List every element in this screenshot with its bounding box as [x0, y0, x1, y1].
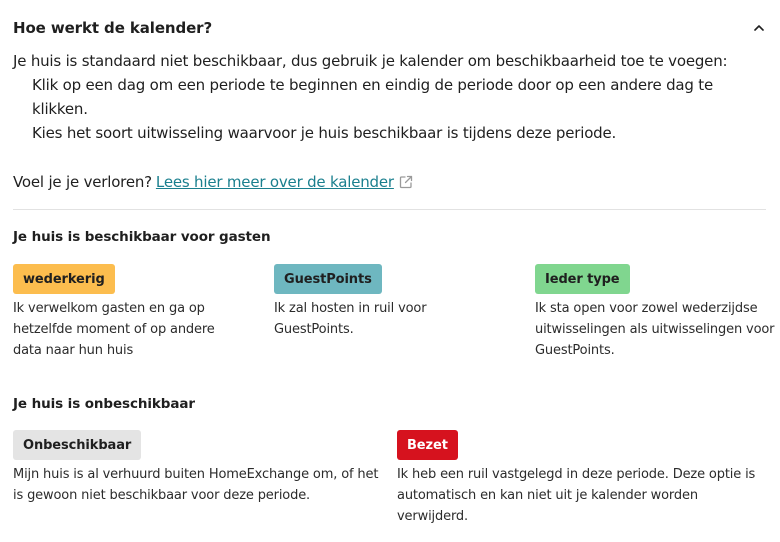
badge-bezet: Bezet [397, 430, 458, 460]
panel-title: Hoe werkt de kalender? [13, 19, 213, 37]
badge-ieder-type: Ieder type [535, 264, 630, 294]
badge-guestpoints: GuestPoints [274, 264, 382, 294]
desc-onbeschikbaar: Mijn huis is al verhuurd buiten HomeExchange om, of het is gewoon niet beschikbaar voor deze periode. [13, 467, 379, 503]
divider [13, 209, 766, 210]
badge-wederkerig: wederkerig [13, 264, 115, 294]
accordion-header[interactable] [13, 18, 766, 38]
available-section-title: Je huis is beschikbaar voor gasten [13, 229, 271, 245]
unavailable-section-title: Je huis is onbeschikbaar [13, 396, 195, 412]
calendar-info-link[interactable]: Lees hier meer over de kalender [155, 173, 394, 191]
chevron-up-icon[interactable] [752, 21, 766, 35]
badge-onbeschikbaar: Onbeschikbaar [13, 430, 141, 460]
step-2: Kies het soort uitwisseling waarvoor je huis beschikbaar is tijdens deze periode. [32, 124, 617, 142]
steps-list [32, 73, 732, 145]
lost-question: Voel je je verloren? [13, 173, 152, 191]
desc-ieder-type: Ik sta open voor zowel wederzijdse uitwisselingen als uitwisselingen voor GuestPoints. [535, 301, 775, 358]
desc-guestpoints: Ik zal hosten in ruil voor GuestPoints. [274, 301, 427, 337]
help-line [13, 170, 414, 194]
desc-bezet: Ik heb een ruil vastgelegd in deze periode. Deze optie is automatisch en kan niet uit je kalender worden verwijderd. [397, 467, 756, 524]
step-1: Klik op een dag om een periode te beginnen en eindig de periode door op een andere dag te klikken. [32, 76, 714, 118]
intro-text: Je huis is standaard niet beschikbaar, dus gebruik je kalender om beschikbaarheid toe te voegen: [13, 52, 728, 70]
external-link-icon[interactable] [398, 174, 414, 190]
desc-wederkerig: Ik verwelkom gasten en ga op hetzelfde moment of op andere data naar hun huis [13, 301, 215, 358]
